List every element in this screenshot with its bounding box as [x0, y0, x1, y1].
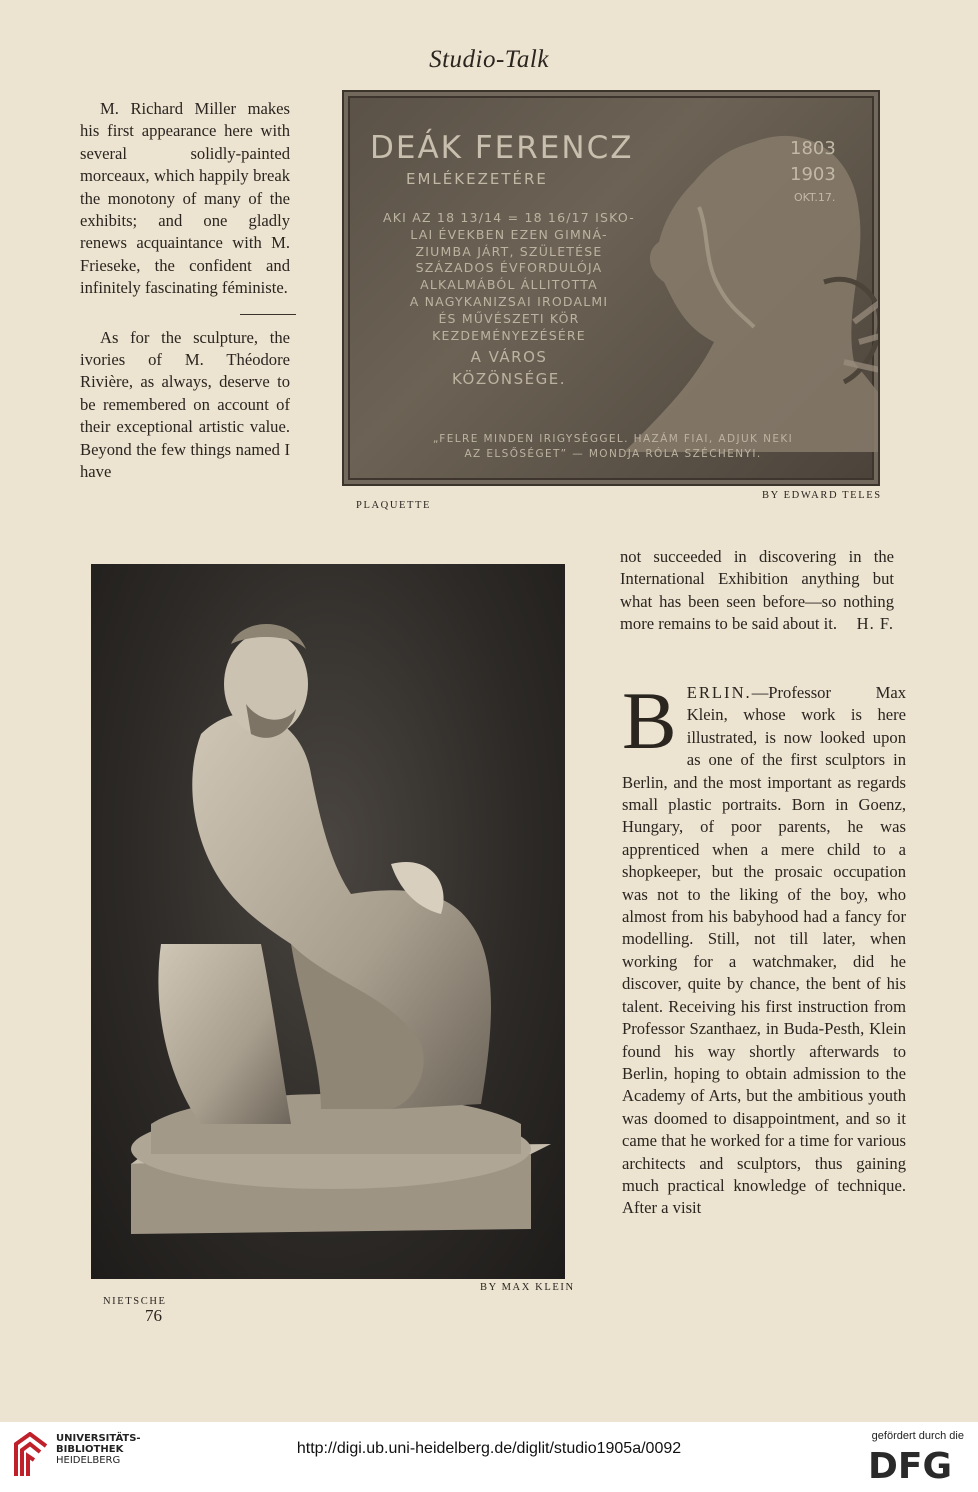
plaquette-date: OKT.17.	[794, 191, 836, 204]
inscription-line: SZÁZADOS ÉVFORDULÓJA	[415, 260, 603, 276]
statue-photograph	[91, 564, 565, 1279]
plaquette-quote	[368, 432, 858, 462]
plaquette-image	[342, 90, 880, 486]
berlin-heading: ERLIN.	[686, 683, 752, 702]
right-column-continued	[620, 546, 894, 636]
quote-line: „FELRE MINDEN IRIGYSÉGGEL. HAZÁM FIAI, ADJUK NEKI	[432, 433, 794, 445]
berlin-article	[622, 675, 906, 1220]
continued-text: not succeeded in discovering in the International Exhibition anything but what has been seen before—so nothing more remains to be said about it.	[620, 547, 894, 634]
library-line: HEIDELBERG	[56, 1455, 121, 1466]
section-divider	[240, 314, 296, 315]
inscription-line: ÉS MŰVÉSZETI KÖR	[438, 310, 580, 326]
inscription-public: KÖZÖNSÉGE.	[452, 370, 566, 389]
plaquette-year-1903: 1903	[790, 164, 836, 185]
page-number: 76	[145, 1306, 162, 1325]
inscription-line: AKI AZ 18 13/14 = 18 16/17 ISKO-	[383, 210, 635, 225]
drop-cap: B	[622, 675, 677, 766]
inscription-line: LAI ÉVEKBEN EZEN GIMNÁ-	[410, 226, 608, 242]
library-line: UNIVERSITÄTS-	[56, 1433, 141, 1444]
statue-caption-title: NIETSCHE	[103, 1296, 167, 1307]
plaquette-title: DEÁK FERENCZ	[370, 130, 634, 166]
paragraph-sculpture: As for the sculpture, the ivories of M. Théodore Rivière, as always, deserve to be remembered on account of their exceptional artistic value. Beyond the few things named I have	[80, 327, 290, 482]
inscription-line: ALKALMÁBÓL ÁLLITOTTA	[420, 277, 598, 293]
plaquette-inscription	[374, 210, 644, 388]
paragraph-miller: M. Richard Miller makes his first appearance here with several solidly-painted morceaux, which happily break the monotony of many of the exhibits; and one gladly renews acquaintance with M. Frieseke, the confident and infinitely fascinating féministe.	[80, 99, 290, 298]
permalink[interactable]: http://digi.ub.uni-heidelberg.de/diglit/studio1905a/0092	[296, 1440, 682, 1457]
quote-line: AZ ELSŐSÉGET” — MONDJA RÓLA SZÉCHENYI.	[464, 448, 762, 460]
funding-note: gefördert durch die	[871, 1430, 964, 1442]
statue-caption-artist: BY MAX KLEIN	[480, 1282, 575, 1293]
left-column-text	[80, 98, 290, 484]
author-initials: H. F.	[856, 614, 894, 634]
plaquette-subtitle: EMLÉKEZETÉRE	[406, 170, 548, 188]
plaquette-year-1803: 1803	[790, 138, 836, 159]
dfg-logo-text: DFG	[868, 1446, 953, 1482]
library-line: BIBLIOTHEK	[56, 1444, 124, 1455]
inscription-town: A VÁROS	[470, 348, 548, 367]
seated-figure-icon	[91, 564, 565, 1279]
inscription-line: ZIUMBA JÁRT, SZÜLETÉSE	[415, 243, 603, 259]
berlin-text: —Professor Max Klein, whose work is here illustrated, is now looked upon as one of the first sculptors in Berlin, and the most important as regards small plastic portraits. Born in Goenz, Hungary, of poor parents, he was apprenticed when a mere child to a shopkeeper, but the prosaic occupation was not to the liking of the boy, who almost from his babyhood had a fancy for modelling. Still, not till later, when working for a watchmaker, did he discover, quite by chance, the bent of his talent. Receiving his first instruction from Professor Szanthaez, in Buda-Pesth, Klein found his way shortly afterwards to Berlin, hoping to obtain admission to the Academy of Arts, but the ambitious youth was doomed to disappointment, and so it came that he worked for a time for various architects and sculptors, thus gaining much practical knowledge of technique. After a visit	[622, 683, 906, 1218]
running-head: Studio-Talk	[429, 46, 549, 73]
paragraph-berlin	[622, 675, 906, 1220]
inscription-line: KEZDEMÉNYEZÉSÉRE	[432, 327, 586, 343]
paragraph-continued	[620, 546, 894, 636]
dfg-logo-icon	[868, 1446, 964, 1482]
plaquette-caption-title: PLAQUETTE	[356, 500, 432, 511]
plaquette-caption-artist: BY EDWARD TELES	[762, 490, 882, 501]
inscription-line: A NAGYKANIZSAI IRODALMI	[409, 293, 609, 309]
portrait-relief-icon	[604, 112, 880, 452]
